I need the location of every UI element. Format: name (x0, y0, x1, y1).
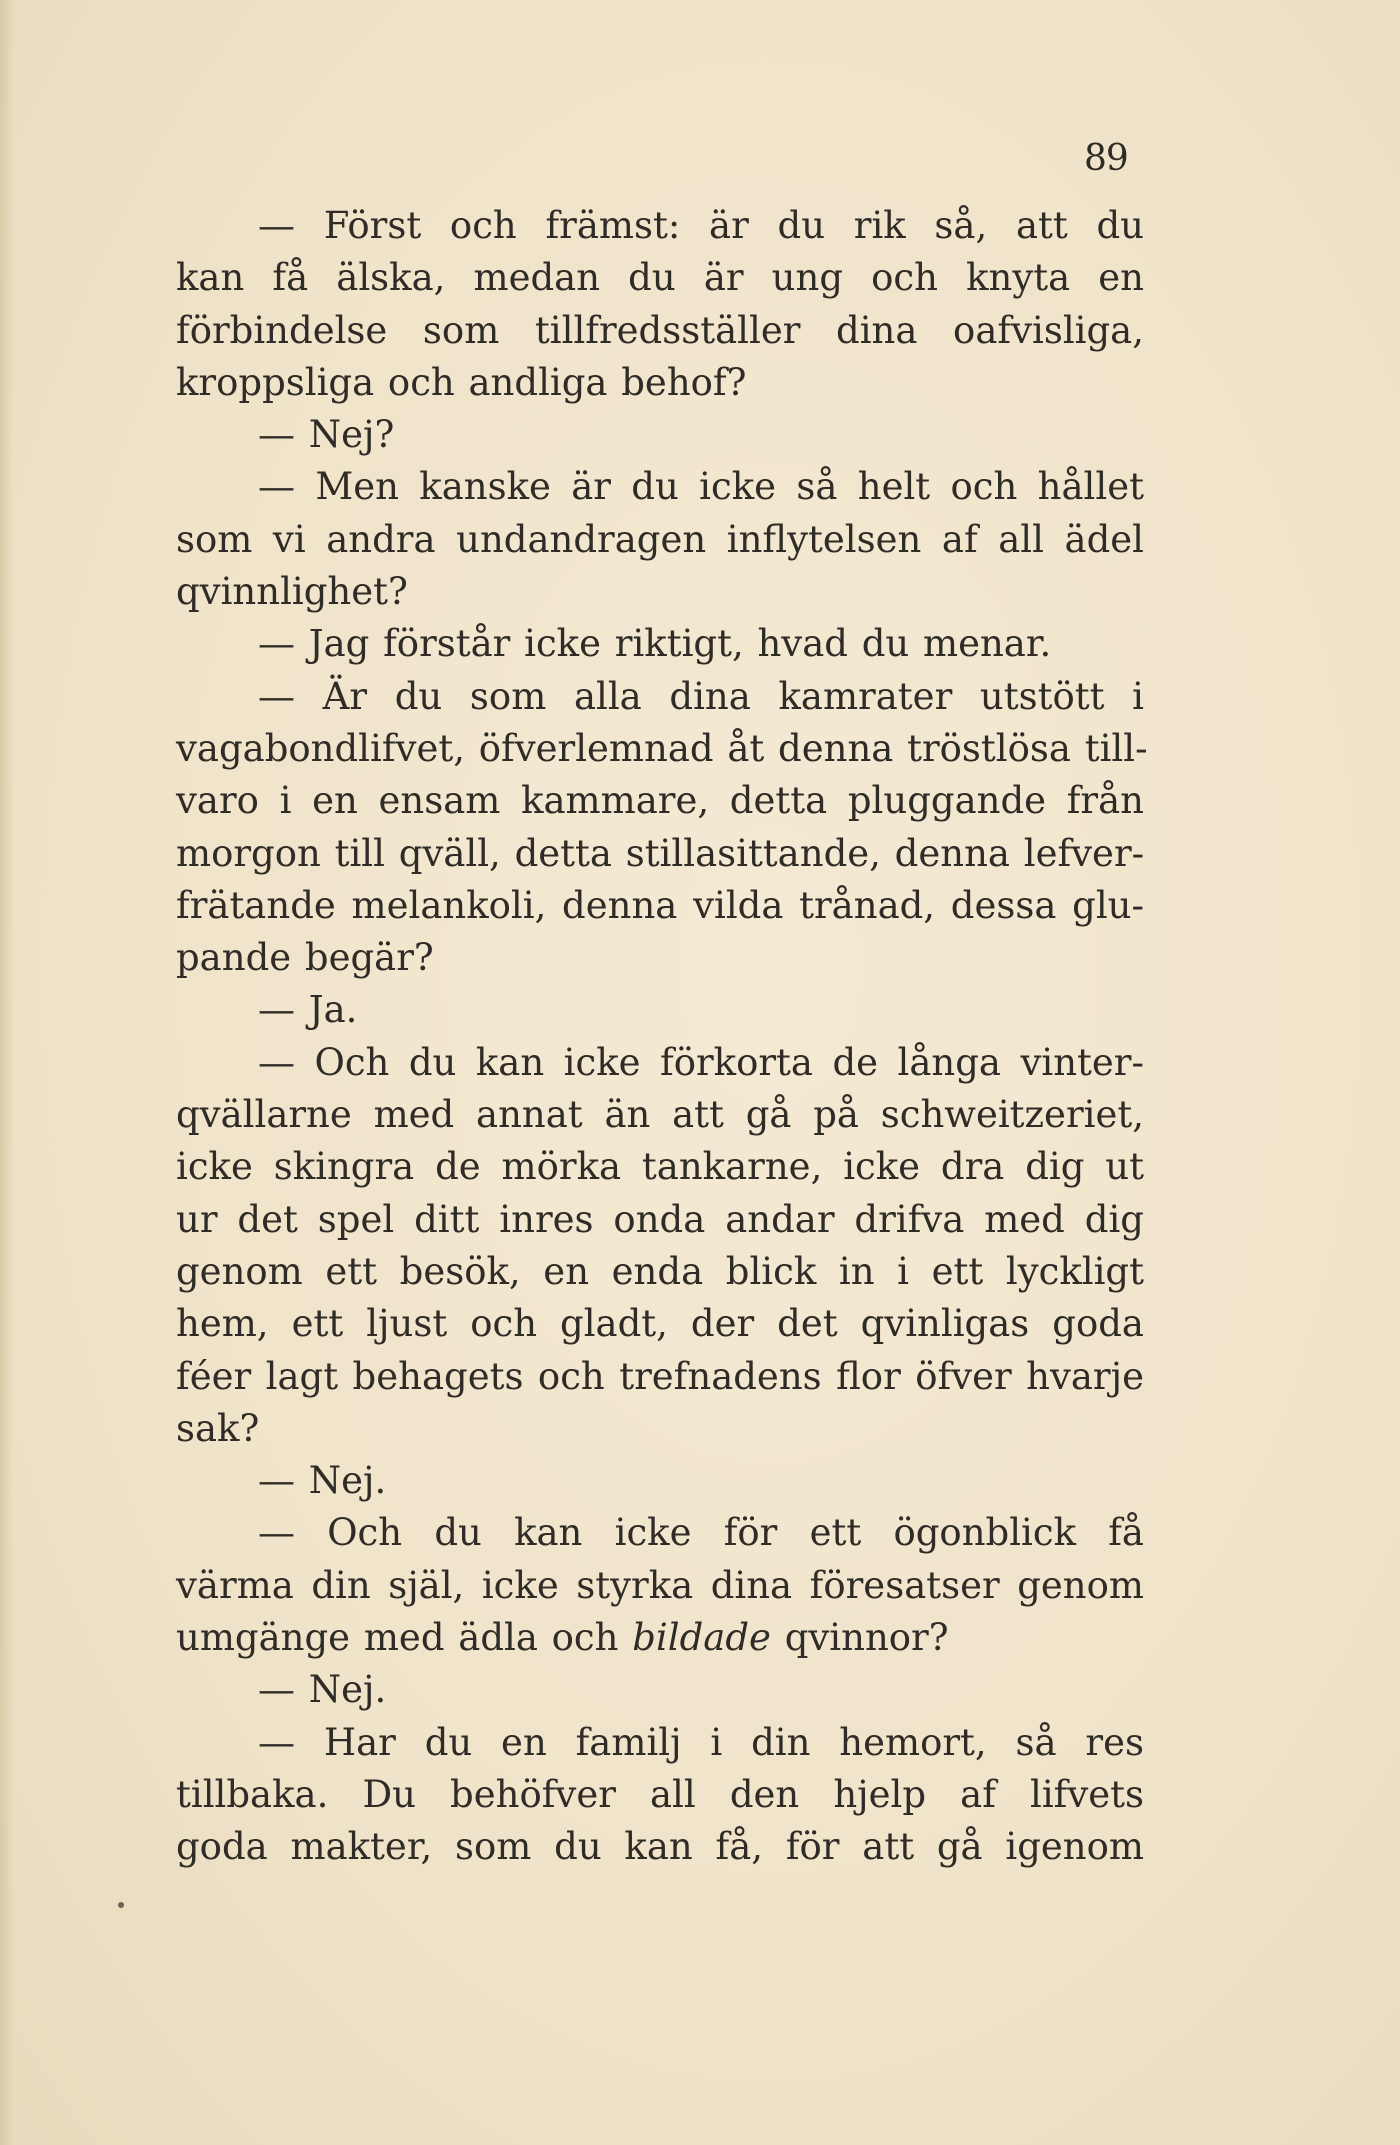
gutter-shadow (0, 0, 14, 2145)
text-line: kan få älska, medan du är ung och knyta en (176, 256, 1144, 300)
text-line: qvinnlighet? (176, 570, 408, 614)
text-line: qvällarne med annat än att gå på schweitzeriet, (176, 1093, 1144, 1137)
page-number: 89 (1084, 138, 1128, 179)
text-segment: qvinnor? (770, 1616, 949, 1660)
text-line: — Och du kan icke förkorta de långa vinter- (258, 1040, 1144, 1084)
text-line (176, 1612, 1144, 1664)
text-line: som vi andra undandragen inflytelsen af all ädel (176, 517, 1144, 561)
text-line: icke skingra de mörka tankarne, icke dra dig ut (176, 1145, 1144, 1189)
text-line: — Har du en familj i din hemort, så res (258, 1720, 1144, 1764)
text-line: — Nej. (258, 1668, 387, 1712)
text-segment: umgänge med ädla och (176, 1616, 633, 1660)
text-line: féer lagt behagets och trefnadens flor öfver hvarje (176, 1354, 1144, 1398)
text-line: — Jag förstår icke riktigt, hvad du menar. (258, 622, 1052, 666)
text-line: genom ett besök, en enda blick in i ett lyckligt (176, 1249, 1144, 1293)
text-line: kroppsliga och andliga behof? (176, 360, 747, 404)
text-line: pande begär? (176, 936, 434, 980)
body-text (176, 200, 1148, 1874)
text-line: — Nej? (258, 413, 395, 457)
ink-spot (118, 1902, 124, 1908)
text-line: — Ja. (258, 988, 358, 1032)
text-line: goda makter, som du kan få, för att gå igenom (176, 1825, 1144, 1869)
text-line: förbindelse som tillfredsställer dina oafvisliga, (176, 308, 1144, 352)
text-line: — Men kanske är du icke så helt och hållet (258, 465, 1144, 509)
text-line: — Och du kan icke för ett ögonblick få (258, 1511, 1144, 1555)
text-line: ur det spel ditt inres onda andar drifva med dig (176, 1197, 1144, 1241)
text-line: tillbaka. Du behöfver all den hjelp af lifvets (176, 1772, 1144, 1816)
text-line: sak? (176, 1406, 260, 1450)
text-line: värma din själ, icke styrka dina föresatser genom (176, 1563, 1144, 1607)
text-line: — Först och främst: är du rik så, att du (258, 204, 1144, 247)
text-line: vagabondlifvet, öfverlemnad åt denna tröstlösa till- (176, 726, 1148, 770)
italic-word: bildade (632, 1616, 771, 1660)
text-line: hem, ett ljust och gladt, der det qvinligas goda (176, 1302, 1144, 1346)
text-line: morgon till qväll, detta stillasittande, denna lefver- (176, 831, 1145, 875)
text-line: — Nej. (258, 1459, 387, 1503)
text-line: frätande melankoli, denna vilda trånad, dessa glu- (176, 883, 1144, 927)
text-line: — Är du som alla dina kamrater utstött i (258, 674, 1144, 718)
text-line: varo i en ensam kammare, detta pluggande från (176, 779, 1144, 823)
